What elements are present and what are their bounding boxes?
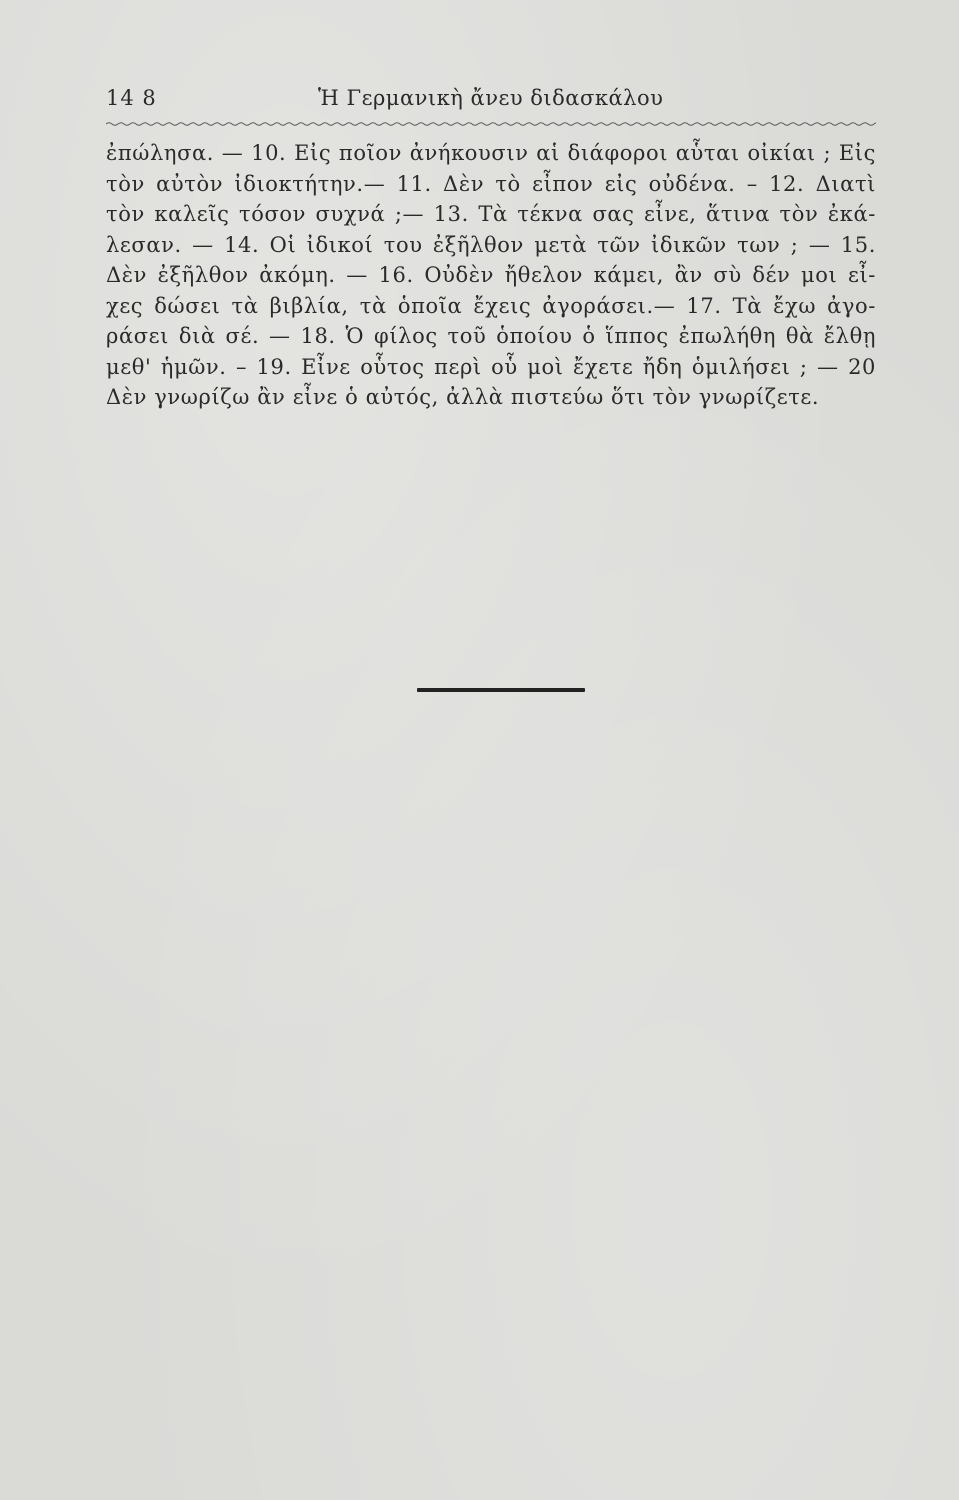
text-line: τὸν καλεῖς τόσον συχνά ;— 13. Τὰ τέκνα σας εἶνε, ἅτινα τὸν ἐκά-: [106, 202, 876, 226]
running-title: Ἡ Γερμανικὴ ἄνευ διδασκάλου: [318, 86, 664, 110]
exercise-text: [106, 138, 876, 413]
wavy-header-rule: [106, 121, 876, 127]
page-header: [106, 86, 876, 116]
text-line: ἐπώλησα. — 10. Εἰς ποῖον ἀνήκουσιν αἱ διάφοροι αὗται οἰκίαι ; Εἰς: [106, 141, 876, 165]
text-line: τὸν αὐτὸν ἰδιοκτήτην.— 11. Δὲν τὸ εἶπον εἰς οὐδένα. – 12. Διατὶ: [106, 171, 876, 196]
text-line: λεσαν. — 14. Οἱ ἰδικοί του ἐξῆλθον μετὰ τῶν ἰδικῶν των ; — 15.: [106, 232, 876, 257]
text-line: χες δώσει τὰ βιβλία, τὰ ὁποῖα ἔχεις ἀγοράσει.— 17. Τὰ ἔχω ἀγο-: [106, 293, 876, 318]
text-line: Δὲν γνωρίζω ἂν εἶνε ὁ αὐτός, ἀλλὰ πιστεύω ὅτι τὸν γνωρίζετε.: [106, 385, 820, 409]
text-line: μεθ' ἡμῶν. – 19. Εἶνε οὗτος περὶ οὗ μοὶ ἔχετε ἤδη ὁμιλήσει ; — 20: [106, 354, 876, 379]
text-line: ράσει διὰ σέ. — 18. Ὁ φίλος τοῦ ὁποίου ὁ ἵππος ἐπωλήθη θὰ ἔλθῃ: [106, 324, 876, 348]
page-number: 14 8: [106, 86, 157, 110]
section-end-rule: [417, 688, 585, 692]
text-line: Δὲν ἐξῆλθον ἀκόμη. — 16. Οὐδὲν ἤθελον κάμει, ἂν σὺ δέν μοι εἶ-: [106, 263, 876, 287]
